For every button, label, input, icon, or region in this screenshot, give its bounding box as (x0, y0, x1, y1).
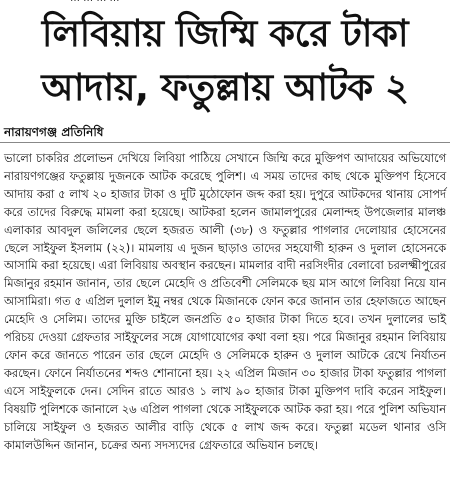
headline-line-2: আদায়, ফতুল্লায় আটক ২ (41, 66, 409, 109)
article-body: ভালো চাকরির প্রলোভন দেখিয়ে লিবিয়া পাঠিয়ে সেখানে জিম্মি করে মুক্তিপণ আদায়ের অভিযোগে নারায়ণগঞ্জের ফতুল্লায় দুজনকে আটক করেছে পুলিশ। এ সময় তাদের কাছ থেকে মুক্তিপণ হিসেবে আদায় করা ৫ লাখ ২০ হাজার টাকা ও দুটি মুঠোফোন জব্দ করা হয়। দুপুরে আটকদের থানায় সোপর্দ করে তাদের বিরুদ্ধে মামলা করা হয়েছে। আটকরা হলেন জামালপুরের মেলান্দহ উপজেলার মালঞ্চ এলাকার আবদুল জলিলের ছেলে হজরত আলী (৩৮) ও ফতুল্লার পাগলার দেলোয়ার হোসেনের ছেলে সাইফুল ইসলাম (২২)। মামলায় এ দুজন ছাড়াও তাদের সহযোগী হারুন ও দুলাল হোসেনকে আসামি করা হয়েছে। এরা লিবিয়ায় অবস্থান করছেন। মামলার বাদী নরসিংদীর বেলাবো চরলক্ষ্মীপুরের মিজানুর রহমান জানান, তার ছেলে মেহেদি ও প্রতিবেশী সেলিমকে ছয় মাস আগে লিবিয়া নিয়ে যান আসামিরা। গত ৫ এপ্রিল দুলাল ইমু নম্বর থেকে মিজানকে ফোন করে জানান তার হেফাজতে আছেন মেহেদি ও সেলিম। তাদের মুক্তি চাইলে জনপ্রতি ৫০ হাজার টাকা দিতে হবে। তখন দুলালের ভাই পরিচয় দেওয়া গ্রেফতার সাইফুলের সঙ্গে যোগাযোগের কথা বলা হয়। পরে মিজানুর রহমান লিবিয়ায় ফোন করে জানতে পারেন তার ছেলে মেহেদি ও সেলিমকে হারুন ও দুলাল আটকে রেখে নির্যাতন করছেন। ফোনে নির্যাতনের শব্দও শোনানো হয়। ২২ এপ্রিল মিজান ৩০ হাজার টাকা ফতুল্লার পাগলা এসে সাইফুলকে দেন। সেদিন রাতে আরও ১ লাখ ৯০ হাজার টাকা মুক্তিপণ দাবি করেন সাইফুল। বিষয়টি পুলিশকে জানালে ২৬ এপ্রিল পাগলা থেকে সাইফুলকে আটক করা হয়। পরে পুলিশ অভিযান চালিয়ে সাইফুল ও হজরত আলীর বাড়ি থেকে ৫ লাখ জব্দ করে। ফতুল্লা মডেল থানার ওসি কামালউদ্দিন জানান, চক্রের অন্য সদস্যদের গ্রেফতারে অভিযান চলছে। (4, 152, 446, 452)
clipped-previous-line (0, 0, 450, 8)
headline-line-1: লিবিয়ায় জিম্মি করে টাকা (41, 12, 409, 55)
clipped-text (70, 0, 129, 4)
byline: নারায়ণগঞ্জ প্রতিনিধি (4, 125, 104, 139)
headline (0, 8, 450, 116)
byline-divider (0, 142, 450, 143)
